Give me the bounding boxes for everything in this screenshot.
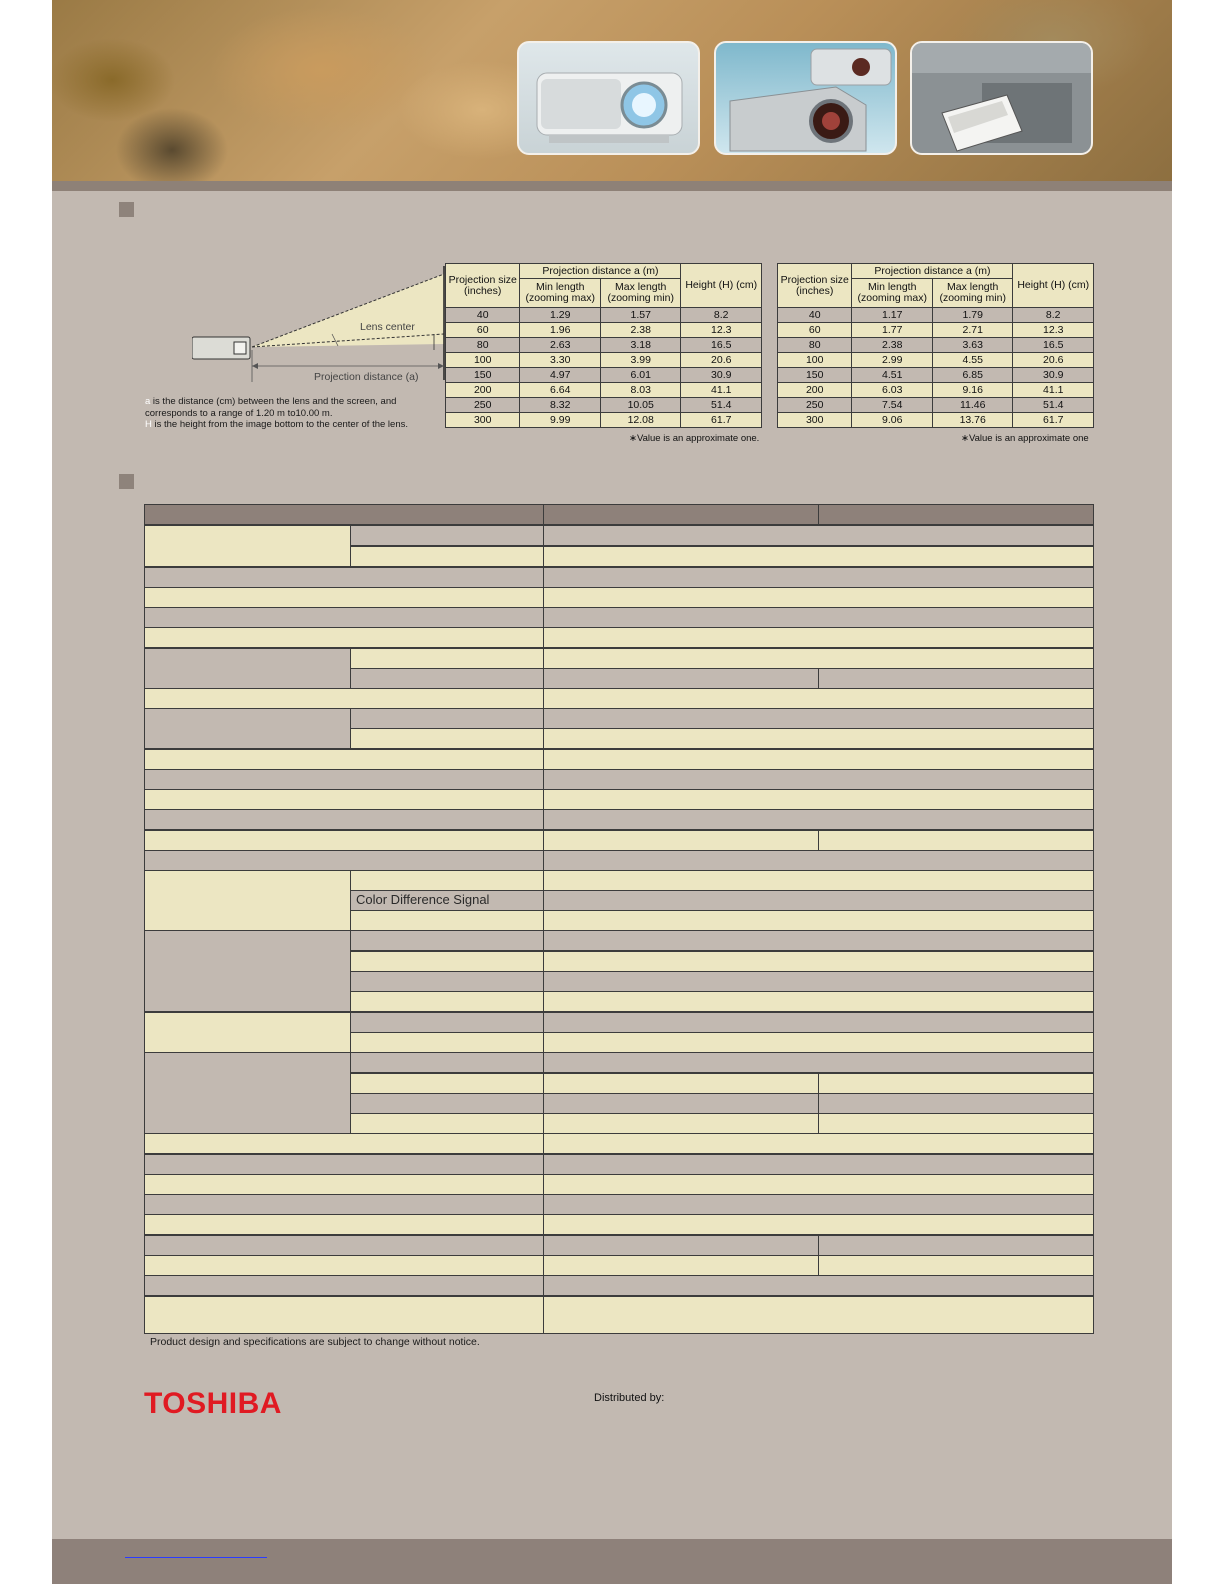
spec-value xyxy=(543,1052,1094,1073)
table-row xyxy=(778,308,1094,323)
cell: 10.05 xyxy=(600,398,681,413)
header-projection-size: Projection size (inches) xyxy=(446,264,520,308)
cell: 200 xyxy=(778,383,852,398)
table-row xyxy=(778,368,1094,383)
spec-label xyxy=(144,1255,544,1276)
spec-value xyxy=(543,749,1094,770)
spec-group-label xyxy=(144,930,351,1012)
cell: 30.9 xyxy=(681,368,762,383)
spec-group-label xyxy=(144,1012,351,1053)
spec-label xyxy=(144,627,544,648)
table-row xyxy=(778,398,1094,413)
spec-sub-label xyxy=(350,910,544,931)
cell: 150 xyxy=(446,368,520,383)
spec-sub-label xyxy=(350,1052,544,1073)
cell: 3.63 xyxy=(932,338,1013,353)
spec-value xyxy=(543,546,1094,567)
cell: 1.57 xyxy=(600,308,681,323)
spec-value xyxy=(543,728,1094,749)
spec-label xyxy=(144,567,544,588)
projection-distance-label: Projection distance (a) xyxy=(314,371,419,383)
cell: 51.4 xyxy=(681,398,762,413)
cell: 13.76 xyxy=(932,413,1013,428)
note-h-key: H xyxy=(145,419,152,430)
header-max-length: Max length (zooming min) xyxy=(600,279,681,308)
cell: 7.54 xyxy=(852,398,933,413)
spec-value-model-2 xyxy=(818,1073,1094,1094)
spec-label xyxy=(144,1174,544,1195)
spec-value xyxy=(543,890,1094,911)
header-height: Height (H) (cm) xyxy=(1013,264,1094,308)
spec-sub-label xyxy=(350,1093,544,1114)
cell: 51.4 xyxy=(1013,398,1094,413)
spec-value xyxy=(543,525,1094,546)
spec-value-model-1 xyxy=(543,668,819,689)
cell: 61.7 xyxy=(681,413,762,428)
cell: 41.1 xyxy=(681,383,762,398)
spec-label xyxy=(144,809,544,830)
approx-note-1: ∗Value is an approximate one. xyxy=(629,433,760,444)
toshiba-logo: TOSHIBA xyxy=(144,1387,282,1420)
spec-value xyxy=(543,809,1094,830)
spec-label xyxy=(144,1133,544,1154)
cell: 2.71 xyxy=(932,323,1013,338)
spec-value xyxy=(543,1214,1094,1235)
cell: 9.16 xyxy=(932,383,1013,398)
spec-group-label xyxy=(144,708,351,749)
cell: 20.6 xyxy=(681,353,762,368)
spec-group-label xyxy=(144,525,351,567)
cell: 4.55 xyxy=(932,353,1013,368)
cell: 1.79 xyxy=(932,308,1013,323)
table-row xyxy=(446,323,762,338)
cell: 16.5 xyxy=(681,338,762,353)
cell: 2.99 xyxy=(852,353,933,368)
projection-distance-table-2 xyxy=(777,263,1094,428)
cell: 2.38 xyxy=(600,323,681,338)
distributed-by-label: Distributed by: xyxy=(594,1392,665,1404)
spec-label xyxy=(144,769,544,790)
footnote: Product design and specifications are subject to change without notice. xyxy=(150,1336,480,1348)
page xyxy=(52,0,1172,1584)
cell: 100 xyxy=(778,353,852,368)
cell: 61.7 xyxy=(1013,413,1094,428)
spec-label xyxy=(144,749,544,770)
section-marker-specifications xyxy=(119,474,134,489)
cell: 8.03 xyxy=(600,383,681,398)
spec-value-model-1 xyxy=(543,1235,819,1256)
bottom-bar xyxy=(52,1539,1172,1584)
header-projection-size: Projection size (inches) xyxy=(778,264,852,308)
spec-value xyxy=(543,648,1094,669)
spec-sub-label xyxy=(350,648,544,669)
table-row xyxy=(778,383,1094,398)
spec-value xyxy=(543,1012,1094,1033)
approx-note-2: ∗Value is an approximate one xyxy=(961,433,1089,444)
cell: 250 xyxy=(446,398,520,413)
spec-label xyxy=(144,1154,544,1175)
spec-sub-label xyxy=(350,1113,544,1134)
cell: 6.03 xyxy=(852,383,933,398)
spec-value xyxy=(543,587,1094,608)
spec-sub-label-color-difference xyxy=(350,890,544,911)
cell: 40 xyxy=(446,308,520,323)
spec-header-model-1 xyxy=(543,504,819,525)
cell: 3.99 xyxy=(600,353,681,368)
color-difference-signal-label: Color Difference Signal xyxy=(356,892,490,907)
spec-group-label xyxy=(144,870,351,931)
spec-value xyxy=(543,1275,1094,1296)
spec-sub-label xyxy=(350,1032,544,1053)
cell: 1.29 xyxy=(520,308,601,323)
spec-value-model-2 xyxy=(818,668,1094,689)
spec-value xyxy=(543,607,1094,628)
spec-sub-label xyxy=(350,668,544,689)
spec-label xyxy=(144,607,544,628)
spec-value xyxy=(543,567,1094,588)
spec-value-model-2 xyxy=(818,1235,1094,1256)
link-underline[interactable] xyxy=(125,1557,267,1558)
cell: 1.96 xyxy=(520,323,601,338)
table-row xyxy=(446,383,762,398)
note-line3: is the height from the image bottom to the center of the lens. xyxy=(151,419,408,430)
table-row xyxy=(446,308,762,323)
spec-value xyxy=(543,870,1094,891)
cell: 8.2 xyxy=(1013,308,1094,323)
spec-value xyxy=(543,1154,1094,1175)
spec-value xyxy=(543,769,1094,790)
table-row xyxy=(778,323,1094,338)
spec-label xyxy=(144,830,544,851)
spec-label xyxy=(144,1214,544,1235)
spec-header-label xyxy=(144,504,544,525)
spec-label xyxy=(144,789,544,810)
spec-value xyxy=(543,789,1094,810)
cell: 12.08 xyxy=(600,413,681,428)
spec-sub-label xyxy=(350,525,544,546)
spec-value xyxy=(543,1194,1094,1215)
cell: 6.85 xyxy=(932,368,1013,383)
cell: 3.18 xyxy=(600,338,681,353)
spec-group-label xyxy=(144,648,351,689)
cell: 16.5 xyxy=(1013,338,1094,353)
table-row xyxy=(778,413,1094,428)
spec-value xyxy=(543,930,1094,951)
table-row xyxy=(446,368,762,383)
spec-value-model-1 xyxy=(543,1255,819,1276)
cell: 1.77 xyxy=(852,323,933,338)
table-row xyxy=(446,398,762,413)
spec-sub-label xyxy=(350,708,544,729)
cell: 2.63 xyxy=(520,338,601,353)
note-a-key: a xyxy=(145,396,151,407)
cell: 60 xyxy=(778,323,852,338)
header-height: Height (H) (cm) xyxy=(681,264,762,308)
note-line1: is the distance (cm) between the lens and the screen, and xyxy=(150,396,397,407)
spec-sub-label xyxy=(350,930,544,951)
spec-sub-label xyxy=(350,971,544,992)
spec-label xyxy=(144,1194,544,1215)
cell: 80 xyxy=(446,338,520,353)
cell: 1.17 xyxy=(852,308,933,323)
cell: 11.46 xyxy=(932,398,1013,413)
banner-image xyxy=(52,0,1172,181)
spec-label xyxy=(144,587,544,608)
spec-value-model-1 xyxy=(543,830,819,851)
spec-value xyxy=(543,688,1094,709)
spec-label xyxy=(144,1275,544,1296)
cell: 9.99 xyxy=(520,413,601,428)
spec-sub-label xyxy=(350,951,544,972)
cell: 300 xyxy=(778,413,852,428)
cell: 60 xyxy=(446,323,520,338)
cell: 4.97 xyxy=(520,368,601,383)
spec-sub-label xyxy=(350,728,544,749)
cell: 12.3 xyxy=(681,323,762,338)
spec-sub-label xyxy=(350,991,544,1012)
cell: 8.32 xyxy=(520,398,601,413)
spec-value-model-1 xyxy=(543,1093,819,1114)
spec-value-model-2 xyxy=(818,830,1094,851)
spec-value xyxy=(543,1174,1094,1195)
cell: 12.3 xyxy=(1013,323,1094,338)
spec-label xyxy=(144,688,544,709)
cell: 20.6 xyxy=(1013,353,1094,368)
cell: 41.1 xyxy=(1013,383,1094,398)
header-projection-distance: Projection distance a (m) xyxy=(520,264,681,279)
spec-value-model-1 xyxy=(543,1113,819,1134)
cell: 150 xyxy=(778,368,852,383)
header-min-length: Min length (zooming max) xyxy=(852,279,933,308)
lens-center-label: Lens center xyxy=(360,321,415,333)
cell: 3.30 xyxy=(520,353,601,368)
banner-strip xyxy=(52,181,1172,191)
cell: 40 xyxy=(778,308,852,323)
spec-group-label xyxy=(144,1052,351,1134)
spec-value xyxy=(543,910,1094,931)
spec-value xyxy=(543,971,1094,992)
cell: 80 xyxy=(778,338,852,353)
spec-sub-label xyxy=(350,1012,544,1033)
spec-value xyxy=(543,1032,1094,1053)
spec-value xyxy=(543,951,1094,972)
cell: 6.01 xyxy=(600,368,681,383)
section-marker-projection xyxy=(119,202,134,217)
table-row xyxy=(778,338,1094,353)
header-min-length: Min length (zooming max) xyxy=(520,279,601,308)
spec-value xyxy=(543,708,1094,729)
cell: 300 xyxy=(446,413,520,428)
cell: 8.2 xyxy=(681,308,762,323)
header-max-length: Max length (zooming min) xyxy=(932,279,1013,308)
spec-header-model-2 xyxy=(818,504,1094,525)
projector-photo-angle xyxy=(714,41,897,155)
spec-label xyxy=(144,1296,544,1334)
cell: 250 xyxy=(778,398,852,413)
spec-value xyxy=(543,627,1094,648)
cell: 2.38 xyxy=(852,338,933,353)
table-row xyxy=(446,413,762,428)
spec-sub-label xyxy=(350,870,544,891)
spec-sub-label xyxy=(350,546,544,567)
cell: 6.64 xyxy=(520,383,601,398)
spec-value-model-2 xyxy=(818,1255,1094,1276)
cell: 200 xyxy=(446,383,520,398)
spec-label xyxy=(144,850,544,871)
cell: 30.9 xyxy=(1013,368,1094,383)
cell: 9.06 xyxy=(852,413,933,428)
table-row xyxy=(446,338,762,353)
spec-value xyxy=(543,850,1094,871)
projector-photo-card-slot xyxy=(910,41,1093,155)
spec-value-model-2 xyxy=(818,1093,1094,1114)
spec-value-model-1 xyxy=(543,1073,819,1094)
spec-sub-label xyxy=(350,1073,544,1094)
projection-distance-table-1 xyxy=(445,263,762,428)
spec-value xyxy=(543,1296,1094,1334)
spec-label xyxy=(144,1235,544,1256)
table-row xyxy=(778,353,1094,368)
cell: 100 xyxy=(446,353,520,368)
diagram-note xyxy=(145,396,435,431)
spec-value xyxy=(543,991,1094,1012)
cell: 4.51 xyxy=(852,368,933,383)
table-row xyxy=(446,353,762,368)
projector-photo-front xyxy=(517,41,700,155)
header-projection-distance: Projection distance a (m) xyxy=(852,264,1013,279)
note-line2: corresponds to a range of 1.20 m to10.00 m. xyxy=(145,407,333,419)
spec-value xyxy=(543,1133,1094,1154)
spec-value-model-2 xyxy=(818,1113,1094,1134)
